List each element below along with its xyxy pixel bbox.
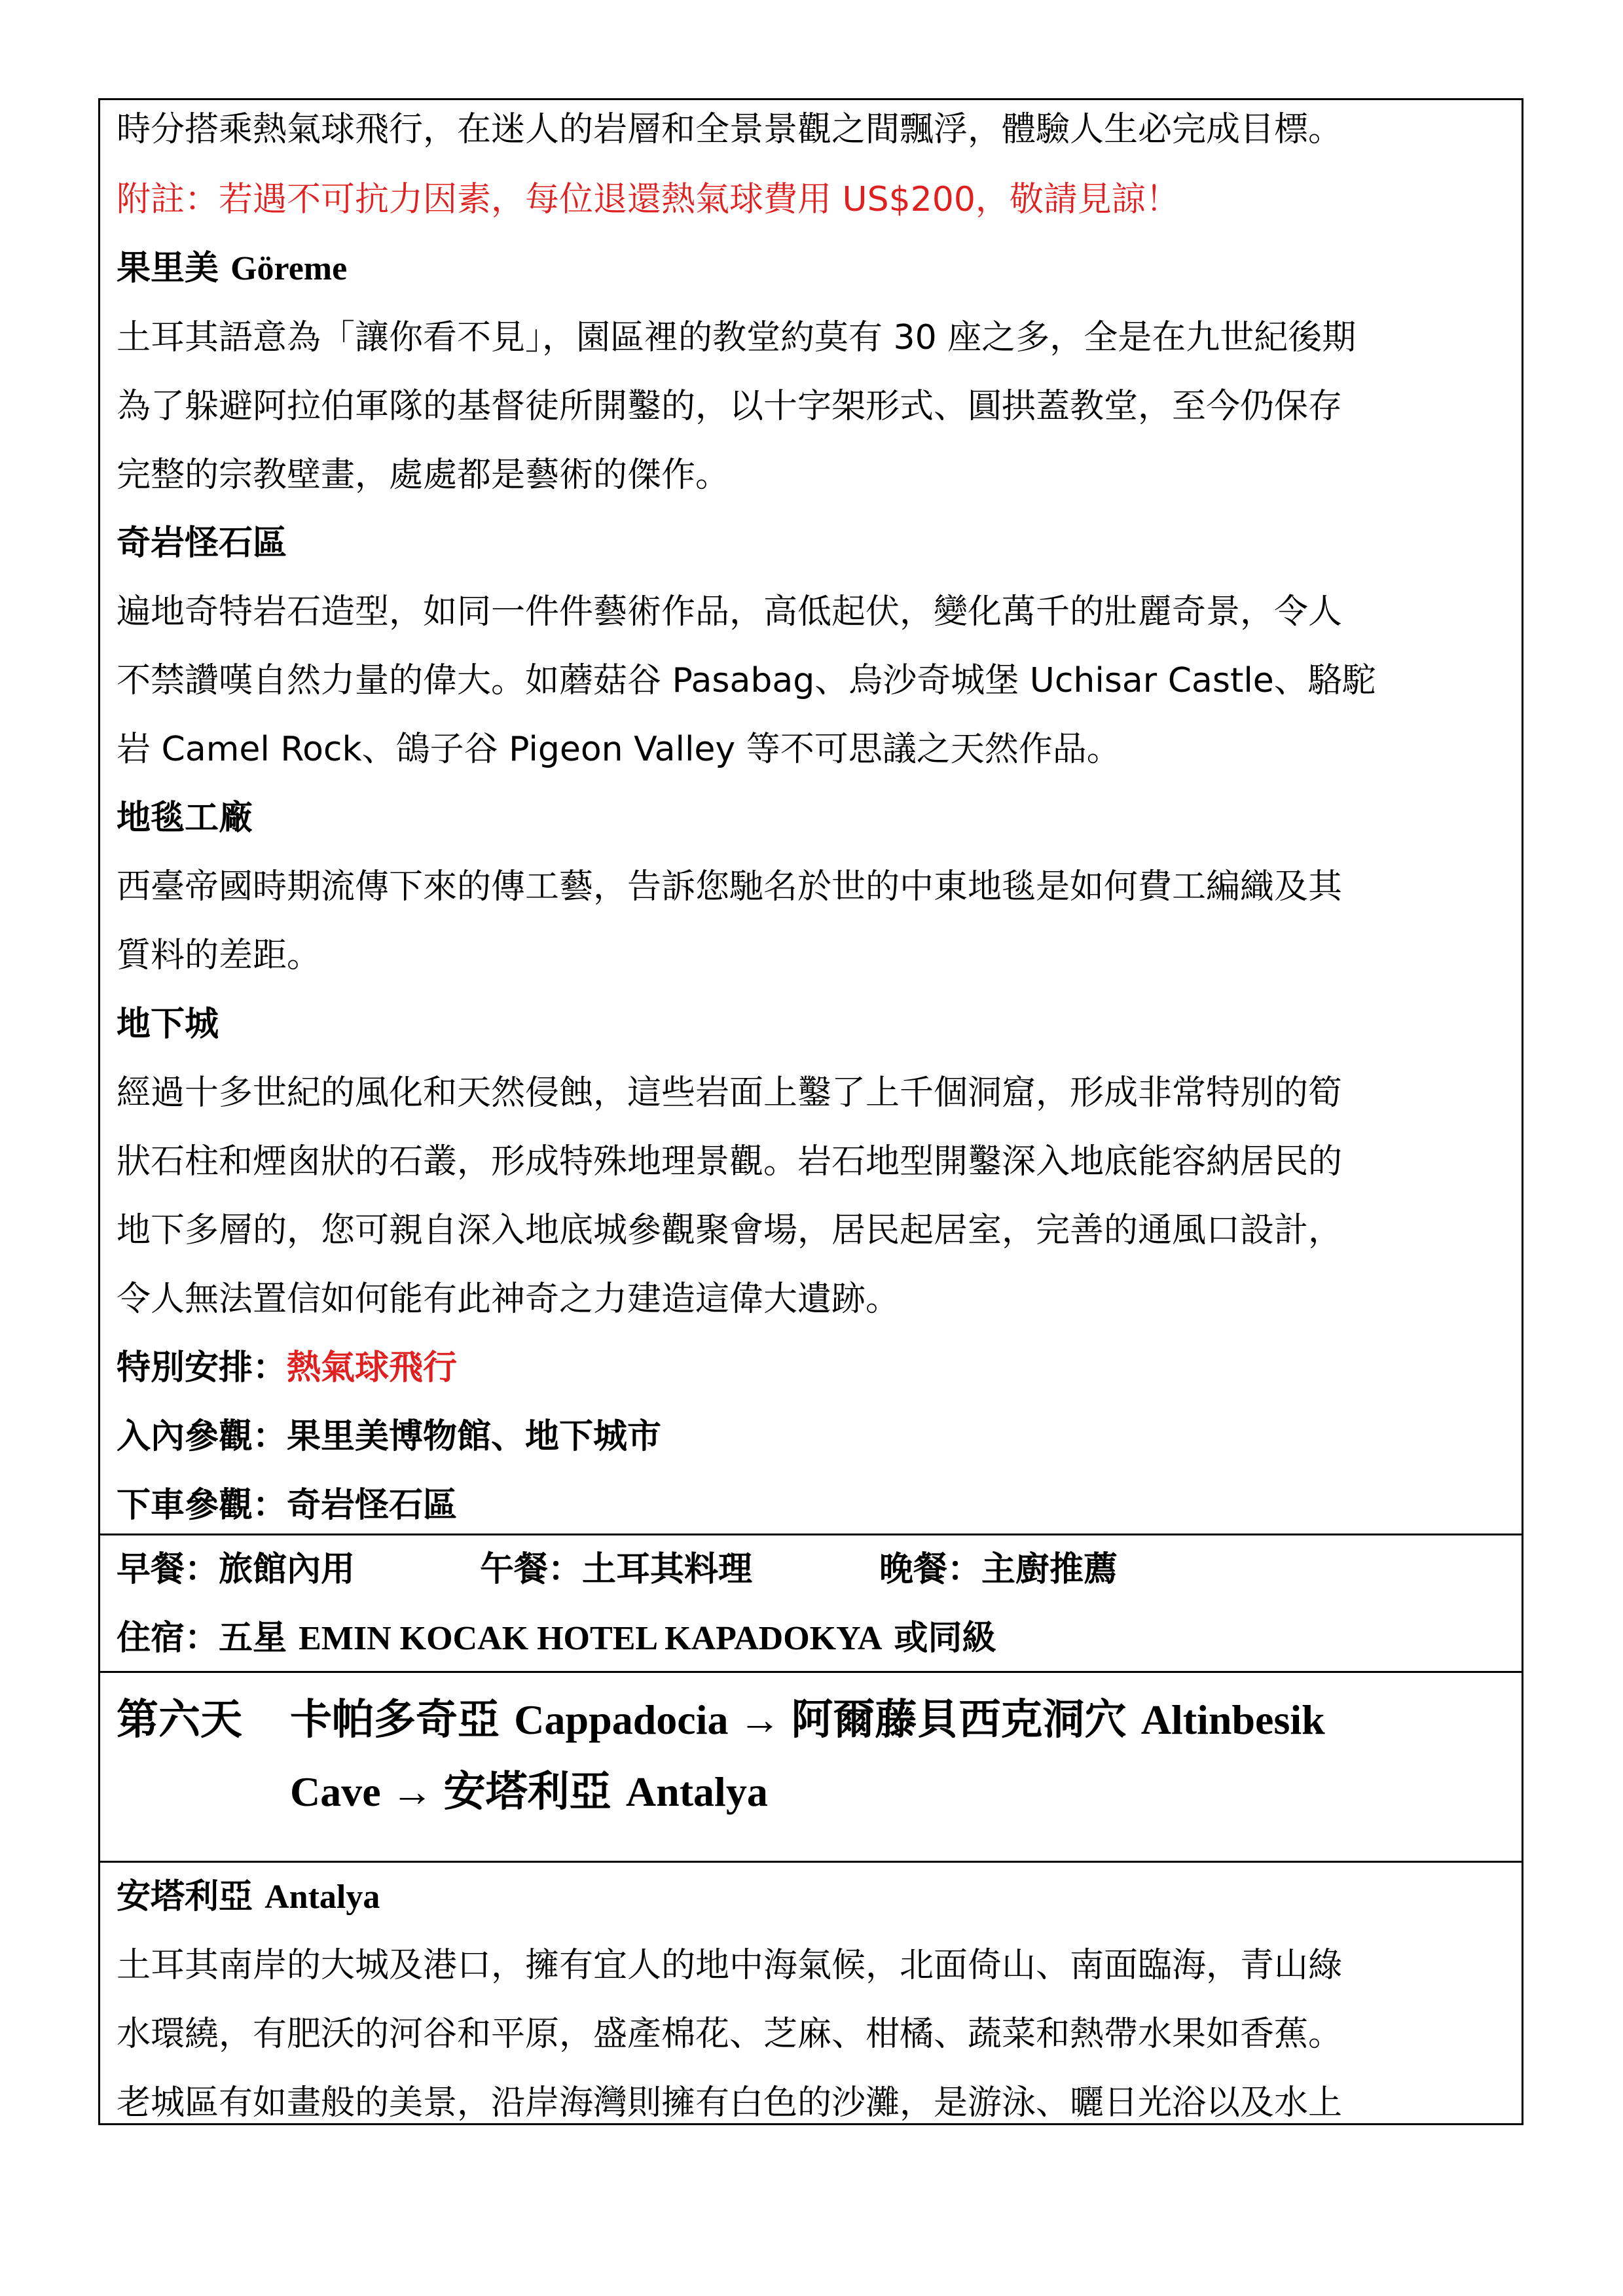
antalya-line: 水環繞，有肥沃的河谷和平原，盛產棉花、芝麻、柑橘、蔬菜和熱帶水果如香蕉。	[117, 2015, 1343, 2054]
goreme-heading	[117, 245, 1505, 292]
day-label: 第六天	[117, 1696, 242, 1744]
lunch: 午餐：土耳其料理	[480, 1550, 753, 1589]
route-cappadocia-zh: 卡帕多奇亞	[290, 1696, 515, 1744]
stop-visit-label: 下車參觀：	[117, 1486, 287, 1525]
day-description-cell	[100, 100, 1522, 1535]
meals-hotel-cell	[100, 1534, 1522, 1673]
hotel-suffix: 或同級	[882, 1619, 996, 1658]
stop-visit-value: 奇岩怪石區	[287, 1486, 458, 1525]
antalya-heading	[117, 1874, 1505, 1920]
goreme-line: 完整的宗教壁畫，處處都是藝術的傑作。	[117, 456, 730, 495]
antalya-line: 土耳其南岸的大城及港口，擁有宜人的地中海氣候，北面倚山、南面臨海，青山綠	[117, 1946, 1343, 1985]
antalya-heading-zh: 安塔利亞	[117, 1877, 265, 1916]
goreme-heading-zh: 果里美	[117, 249, 231, 288]
rocks-line: 遍地奇特岩石造型，如同一件件藝術作品，高低起伏，變化萬千的壯麗奇景，令人	[117, 592, 1343, 632]
underground-heading: 地下城	[117, 1005, 219, 1044]
route-altinbesik-zh: 阿爾藤貝西克洞穴	[791, 1696, 1141, 1744]
underground-line: 令人無法置信如何能有此神奇之力建造這偉大遺跡。	[117, 1280, 900, 1319]
enter-visit-label: 入內參觀：	[117, 1417, 287, 1456]
route-arrow: →	[380, 1768, 444, 1815]
intro-line: 時分搭乘熱氣球飛行，在迷人的岩層和全景景觀之間飄浮，體驗人生必完成目標。	[117, 110, 1343, 149]
meals-row	[117, 1547, 1505, 1592]
underground-line: 經過十多世紀的風化和天然侵蝕，這些岩面上鑿了上千個洞窟，形成非常特別的筍	[117, 1073, 1343, 1113]
hotel-name: EMIN KOCAK HOTEL KAPADOKYA	[299, 1620, 883, 1657]
route-altinbesik-en: Altinbesik	[1140, 1696, 1325, 1743]
day6-title-line2	[290, 1759, 768, 1825]
goreme-heading-en: Göreme	[230, 250, 348, 287]
day6-title-cell	[100, 1671, 1522, 1863]
enter-visit-value: 果里美博物館、地下城市	[287, 1417, 662, 1456]
route-antalya-zh: 安塔利亞	[443, 1768, 626, 1816]
day6-title-line1	[117, 1687, 1325, 1753]
carpet-heading: 地毯工廠	[117, 798, 253, 838]
rocks-line: 不禁讚嘆自然力量的偉大。如蘑菇谷 Pasabag、烏沙奇城堡 Uchisar Castle、駱駝	[117, 661, 1376, 700]
special-arrangement-value: 熱氣球飛行	[287, 1348, 458, 1388]
rocks-heading: 奇岩怪石區	[117, 524, 287, 563]
carpet-line: 質料的差距。	[117, 936, 321, 975]
dinner: 晚餐：主廚推薦	[879, 1550, 1118, 1589]
hotel-row	[117, 1615, 1505, 1662]
itinerary-table	[98, 98, 1523, 2125]
carpet-line: 西臺帝國時期流傳下來的傳工藝，告訴您馳名於世的中東地毯是如何費工編織及其	[117, 867, 1343, 906]
enter-visit	[117, 1414, 1505, 1460]
underground-line: 狀石柱和煙囪狀的石叢，形成特殊地理景觀。岩石地型開鑿深入地底能容納居民的	[117, 1142, 1343, 1181]
underground-line: 地下多層的，您可親自深入地底城參觀聚會場，居民起居室，完善的通風口設計，	[117, 1211, 1343, 1250]
goreme-line: 土耳其語意為「讓你看不見」，園區裡的教堂約莫有 30 座之多，全是在九世紀後期	[117, 318, 1357, 357]
route-cappadocia-en: Cappadocia	[514, 1696, 729, 1743]
breakfast: 早餐：旅館內用	[117, 1550, 356, 1589]
special-arrangement	[117, 1345, 1505, 1391]
route-cave-en: Cave	[290, 1768, 381, 1815]
stop-visit	[117, 1482, 1505, 1528]
balloon-refund-note: 附註：若遇不可抗力因素，每位退還熱氣球費用 US$200，敬請見諒！	[117, 180, 1180, 219]
goreme-line: 為了躲避阿拉伯軍隊的基督徒所開鑿的，以十字架形式、圓拱蓋教堂，至今仍保存	[117, 387, 1343, 426]
antalya-line: 老城區有如畫般的美景，沿岸海灣則擁有白色的沙灘，是游泳、曬日光浴以及水上	[117, 2083, 1343, 2123]
antalya-cell	[100, 1861, 1522, 2123]
route-arrow: →	[728, 1696, 792, 1743]
rocks-line: 岩 Camel Rock、鴿子谷 Pigeon Valley 等不可思議之天然作品。	[117, 730, 1121, 769]
antalya-heading-en: Antalya	[264, 1878, 380, 1916]
route-antalya-en: Antalya	[625, 1768, 768, 1815]
hotel-prefix: 住宿：五星	[117, 1619, 299, 1658]
special-arrangement-label: 特別安排：	[117, 1348, 287, 1388]
